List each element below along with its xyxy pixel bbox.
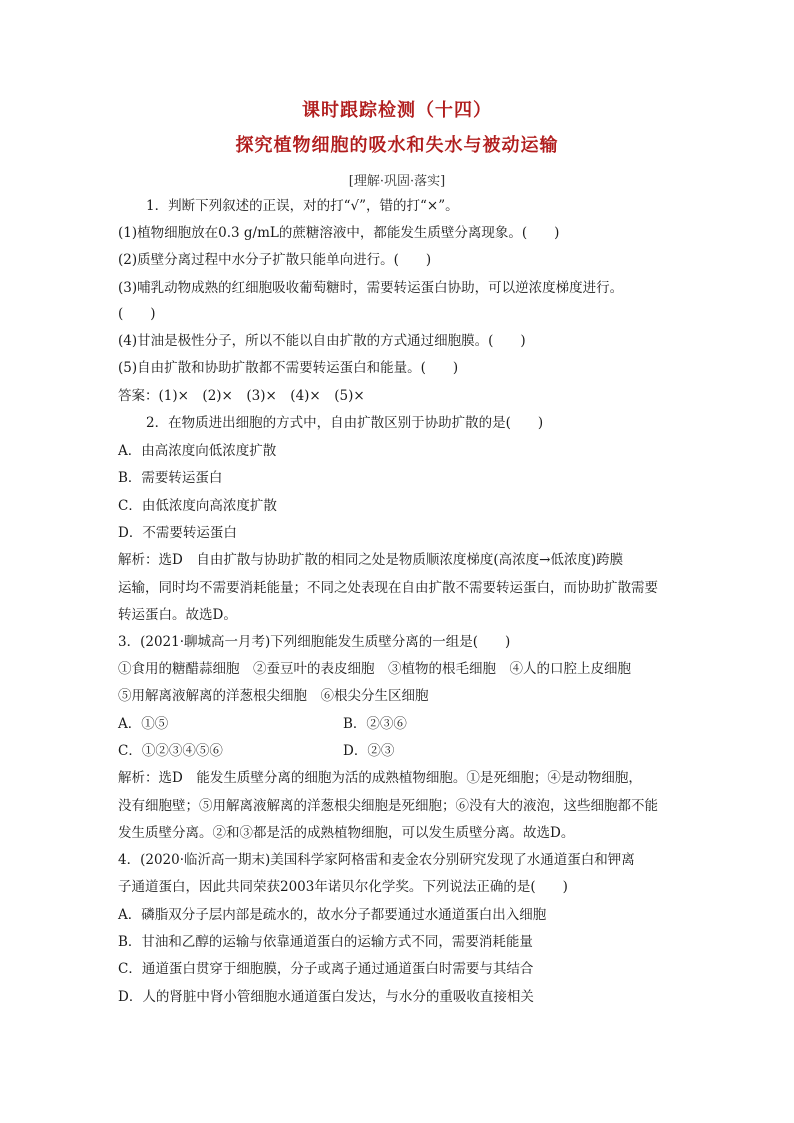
- page-title: 课时跟踪检测（十四）: [302, 100, 492, 121]
- q2-explanation-2: 运输，同时均不需要消耗能量；不同之处表现在自由扩散不需要转运蛋白，而协助扩散需要: [118, 580, 658, 596]
- q3-stem: 3．(2021·聊城高一月考)下列细胞能发生质壁分离的一组是( ): [118, 634, 511, 650]
- q3-explanation-2: 没有细胞壁；⑤用解离液解离的洋葱根尖细胞是死细胞；⑥没有大的液泡，这些细胞都不能: [118, 798, 658, 814]
- q1-statement-3: (3)哺乳动物成熟的红细胞吸收葡萄糖时，需要转运蛋白协助，可以逆浓度梯度进行。: [118, 280, 624, 296]
- q2-option-a: A．由高浓度向低浓度扩散: [118, 443, 277, 459]
- q1-statement-2: (2)质壁分离过程中水分子扩散只能单向进行。( ): [118, 252, 432, 268]
- q3-list-2: ⑤用解离液解离的洋葱根尖细胞 ⑥根尖分生区细胞: [118, 688, 429, 704]
- q2-option-b: B．需要转运蛋白: [118, 470, 223, 486]
- q2-option-c: C．由低浓度向高浓度扩散: [118, 498, 277, 514]
- q2-explanation-1: 解析：选D 自由扩散与协助扩散的相同之处是物质顺浓度梯度(高浓度→低浓度)跨膜: [118, 552, 624, 568]
- q4-option-d: D．人的肾脏中肾小管细胞水通道蛋白发达，与水分的重吸收直接相关: [118, 989, 534, 1005]
- q3-list-1: ①食用的糖醋蒜细胞 ②蚕豆叶的表皮细胞 ③植物的根毛细胞 ④人的口腔上皮细胞: [118, 661, 631, 677]
- q2-stem: 2．在物质进出细胞的方式中，自由扩散区别于协助扩散的是( ): [146, 415, 544, 431]
- q2-option-d: D．不需要转运蛋白: [118, 525, 237, 541]
- section-tag: [理解·巩固·落实]: [348, 174, 446, 189]
- q1-answer: 答案：(1)× (2)× (3)× (4)× (5)×: [118, 388, 365, 404]
- q3-option-c: C．①②③④⑤⑥: [118, 743, 223, 759]
- q1-statement-5: (5)自由扩散和协助扩散都不需要转运蛋白和能量。( ): [118, 360, 459, 376]
- q4-option-c: C．通道蛋白贯穿于细胞膜，分子或离子通过通道蛋白时需要与其结合: [118, 961, 534, 977]
- q3-explanation-1: 解析：选D 能发生质壁分离的细胞为活的成熟植物细胞。①是死细胞；④是动物细胞，: [118, 770, 642, 786]
- q4-option-a: A．磷脂双分子层内部是疏水的，故水分子都要通过水通道蛋白出入细胞: [118, 907, 547, 923]
- q4-stem-1: 4．(2020·临沂高一期末)美国科学家阿格雷和麦金农分别研究发现了水通道蛋白和钾离: [118, 852, 635, 868]
- q1-statement-4: (4)甘油是极性分子，所以不能以自由扩散的方式通过细胞膜。( ): [118, 333, 526, 349]
- q1-statement-1: (1)植物细胞放在0.3 g/mL的蔗糖溶液中，都能发生质壁分离现象。( ): [118, 225, 560, 241]
- q2-explanation-3: 转运蛋白。故选D。: [118, 607, 237, 623]
- q3-option-d: D．②③: [343, 743, 395, 759]
- q4-option-b: B．甘油和乙醇的运输与依靠通道蛋白的运输方式不同，需要消耗能量: [118, 934, 533, 950]
- q3-option-a: A．①⑤: [118, 716, 169, 732]
- q1-stem: 1．判断下列叙述的正误，对的打“√”，错的打“×”。: [146, 198, 459, 214]
- q1-statement-3-bracket: ( ): [118, 306, 156, 322]
- page-subtitle: 探究植物细胞的吸水和失水与被动运输: [235, 135, 559, 156]
- q4-stem-2: 子通道蛋白，因此共同荣获2003年诺贝尔化学奖。下列说法正确的是( ): [118, 879, 568, 895]
- q3-option-b: B．②③⑥: [343, 716, 407, 732]
- q3-explanation-3: 发生质壁分离。②和③都是活的成熟植物细胞，可以发生质壁分离。故选D。: [118, 825, 575, 841]
